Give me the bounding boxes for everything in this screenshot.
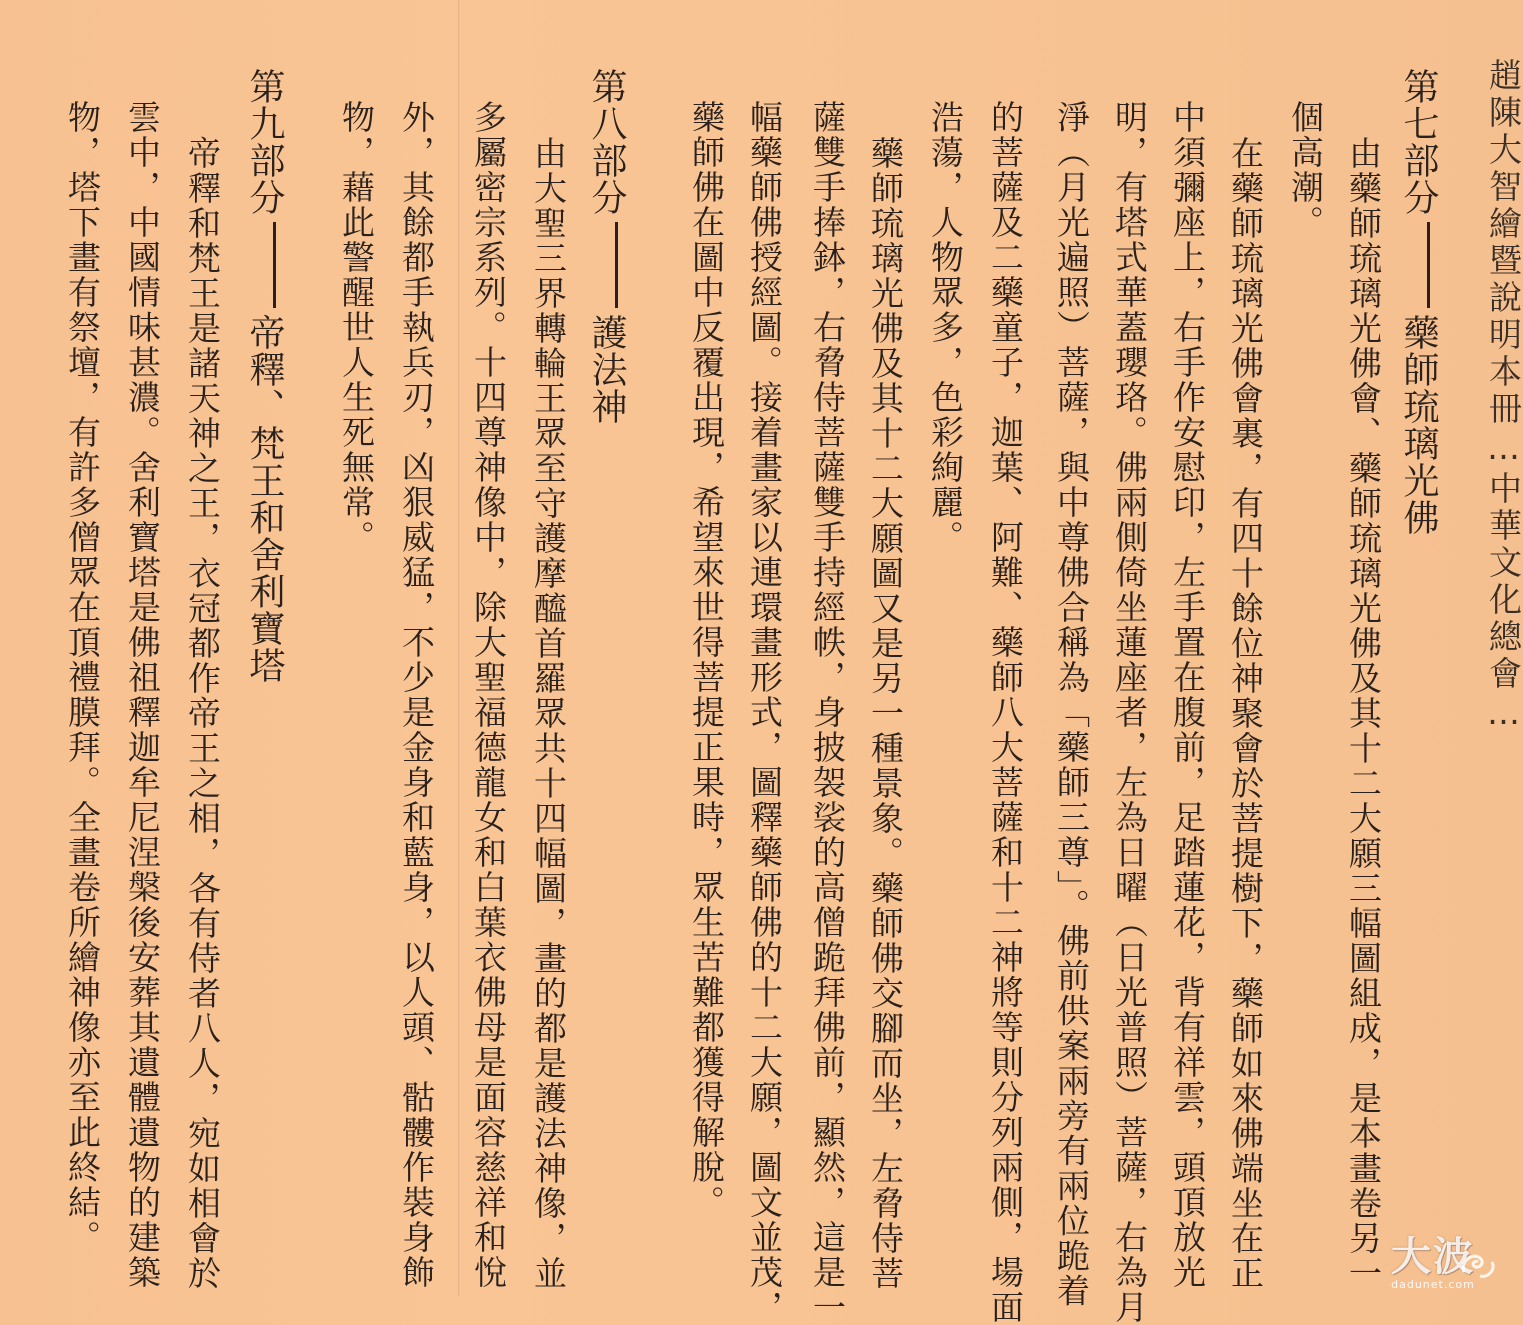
section9-line-3: 物，塔下畫有祭壇，有許多僧眾在頂禮膜拜。全畫卷所繪神像亦至此終結。 — [63, 100, 102, 1255]
section9-heading — [244, 68, 285, 684]
section8-line-3: 外，其餘都手執兵刃，凶狠威猛，不少是金身和藍身，以人頭、骷髏作裝身飾 — [397, 100, 436, 1290]
section7-line-2: 個高潮。 — [1286, 100, 1325, 240]
page-fold-line — [458, 0, 461, 1296]
section7-line-12: 藥師佛在圖中反覆出現，希望來世得菩提正果時，眾生苦難都獲得解脫。 — [687, 100, 726, 1220]
heading-dash — [273, 222, 276, 308]
watermark-site: dadunet.com — [1391, 1278, 1475, 1291]
section7-line-4: 中須彌座上，右手作安慰印，左手置在腹前，足踏蓮花，背有祥雲，頭頂放光 — [1168, 100, 1207, 1290]
section8-line-2: 多屬密宗系列。十四尊神像中，除大聖福德龍女和白葉衣佛母是面容慈祥和悅 — [469, 100, 508, 1290]
section9-line-1: 帝釋和梵王是諸天神之王，衣冠都作帝王之相，各有侍者八人，宛如相會於 — [183, 136, 222, 1291]
section8-line-1: 由大聖三界轉輪王眾至守護摩醯首羅眾共十四幅圖，畫的都是護法神像，並 — [529, 136, 568, 1291]
heading-dash — [1427, 222, 1430, 308]
section7-heading-title: 藥師琉璃光佛 — [1398, 314, 1439, 536]
swirl-icon — [1458, 1246, 1498, 1282]
heading-dash — [615, 222, 618, 308]
section7-heading-prefix: 第七部分 — [1398, 68, 1439, 216]
section7-line-9: 藥師琉璃光佛及其十二大願圖又是另一種景象。藥師佛交腳而坐，左脅侍菩 — [866, 136, 905, 1291]
section7-line-1: 由藥師琉璃光佛會、藥師琉璃光佛及其十二大願三幅圖組成，是本畫卷另一 — [1344, 136, 1383, 1291]
section8-line-4: 物，藉此警醒世人生死無常。 — [337, 100, 376, 555]
section7-line-5: 明，有塔式華蓋瓔珞。佛兩側倚坐蓮座者，左為日曜（日光普照）菩薩，右為月 — [1110, 100, 1149, 1325]
edge-partial-column: 趙陳大智繪暨說明本冊…中華文化總會… — [1484, 58, 1523, 736]
section8-heading — [586, 68, 627, 425]
section7-line-11: 幅藥師佛授經圖。接着畫家以連環畫形式，圖釋藥師佛的十二大願，圖文並茂， — [745, 100, 784, 1325]
section8-heading-title: 護法神 — [586, 314, 627, 425]
watermark-logo: 大波 — [1391, 1233, 1475, 1280]
section7-line-10: 薩雙手捧鉢，右脅侍菩薩雙手持經帙，身披袈裟的高僧跪拜佛前，顯然，這是一 — [808, 100, 847, 1325]
section7-line-3: 在藥師琉璃光佛會裏，有四十餘位神聚會於菩提樹下，藥師如來佛端坐在正 — [1226, 136, 1265, 1291]
section7-line-6: 淨（月光遍照）菩薩，與中尊佛合稱為「藥師三尊」。佛前供案兩旁有兩位跪着 — [1052, 100, 1091, 1309]
section7-line-7: 的菩薩及二藥童子，迦葉、阿難、藥師八大菩薩和十二神將等則分列兩側，場面 — [986, 100, 1025, 1325]
section9-line-2: 雲中，中國情味甚濃。舍利寶塔是佛祖釋迦牟尼涅槃後安葬其遺體遺物的建築 — [123, 100, 162, 1290]
section7-heading — [1398, 68, 1439, 536]
section9-heading-prefix: 第九部分 — [244, 68, 285, 216]
section7-line-8: 浩蕩，人物眾多，色彩絢麗。 — [926, 100, 965, 555]
site-watermark — [1368, 1228, 1498, 1291]
section9-heading-title: 帝釋、梵王和舍利寶塔 — [244, 314, 285, 684]
section8-heading-prefix: 第八部分 — [586, 68, 627, 216]
